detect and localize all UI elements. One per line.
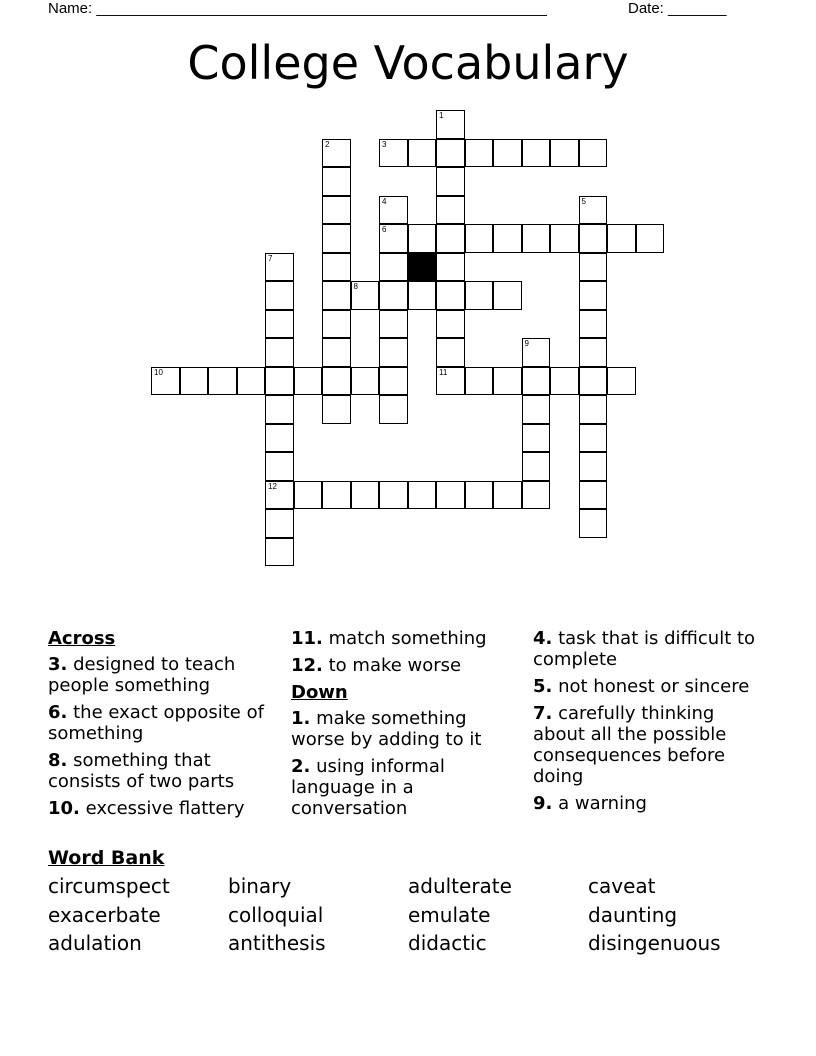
word-bank-item: circumspect <box>48 874 170 898</box>
grid-cell[interactable] <box>579 481 608 510</box>
grid-cell[interactable] <box>493 139 522 168</box>
grid-cell[interactable] <box>579 310 608 339</box>
grid-cell[interactable] <box>265 253 294 282</box>
grid-cell[interactable] <box>436 338 465 367</box>
grid-cell[interactable] <box>550 367 579 396</box>
grid-cell[interactable] <box>180 367 209 396</box>
shaded-grid-cell <box>408 253 437 282</box>
clues-column-2 <box>291 628 523 825</box>
word-bank-item: adulation <box>48 931 142 955</box>
grid-cell[interactable] <box>579 509 608 538</box>
grid-cell[interactable] <box>322 224 351 253</box>
grid-cell[interactable] <box>493 481 522 510</box>
grid-cell[interactable] <box>351 367 380 396</box>
grid-cell[interactable] <box>379 281 408 310</box>
clue-number-label: 6 <box>382 225 387 234</box>
grid-cell[interactable] <box>436 196 465 225</box>
grid-cell[interactable] <box>436 224 465 253</box>
grid-cell[interactable] <box>465 481 494 510</box>
grid-cell[interactable] <box>408 224 437 253</box>
grid-cell[interactable] <box>294 481 323 510</box>
grid-cell[interactable] <box>522 139 551 168</box>
grid-cell[interactable] <box>379 224 408 253</box>
grid-cell[interactable] <box>322 367 351 396</box>
grid-cell[interactable] <box>436 367 465 396</box>
grid-cell[interactable] <box>265 424 294 453</box>
grid-cell[interactable] <box>265 538 294 567</box>
grid-cell[interactable] <box>522 367 551 396</box>
word-bank-item: didactic <box>408 931 487 955</box>
clue-number-label: 1 <box>439 111 444 120</box>
word-bank-item: antithesis <box>228 931 326 955</box>
clue-down-5: 5. not honest or sincere <box>533 676 750 697</box>
grid-cell[interactable] <box>579 253 608 282</box>
grid-cell[interactable] <box>579 281 608 310</box>
down-heading: Down <box>291 682 348 703</box>
clue-across-11: 11. match something <box>291 628 487 649</box>
grid-cell[interactable] <box>379 253 408 282</box>
clue-across-8: 8. something that consists of two parts <box>48 750 235 792</box>
word-bank-item: emulate <box>408 902 491 927</box>
grid-cell[interactable] <box>265 367 294 396</box>
grid-cell[interactable] <box>579 452 608 481</box>
grid-cell[interactable] <box>579 424 608 453</box>
clue-across-12: 12. to make worse <box>291 655 462 676</box>
grid-cell[interactable] <box>579 196 608 225</box>
clues-column-3 <box>533 628 768 820</box>
grid-cell[interactable] <box>265 395 294 424</box>
grid-cell[interactable] <box>151 367 180 396</box>
grid-cell[interactable] <box>522 395 551 424</box>
grid-cell[interactable] <box>265 310 294 339</box>
word-bank-item: adulterate <box>408 874 512 898</box>
page-title: College Vocabulary <box>187 36 629 90</box>
grid-cell[interactable] <box>465 367 494 396</box>
clue-number-label: 10 <box>154 367 163 377</box>
clue-across-6: 6. the exact opposite of something <box>48 702 264 744</box>
grid-cell[interactable] <box>465 224 494 253</box>
name-field-label[interactable]: Name: ______________________________________________________ <box>48 0 547 17</box>
across-heading: Across <box>48 628 116 649</box>
grid-cell[interactable] <box>579 395 608 424</box>
grid-cell[interactable] <box>322 338 351 367</box>
grid-cell[interactable] <box>379 367 408 396</box>
grid-cell[interactable] <box>265 452 294 481</box>
grid-cell[interactable] <box>408 139 437 168</box>
clue-down-1: 1. make something worse by adding to it <box>291 708 482 750</box>
grid-cell[interactable] <box>322 139 351 168</box>
clue-number-label: 2 <box>325 139 330 149</box>
grid-cell[interactable] <box>322 481 351 510</box>
word-bank-item: colloquial <box>228 902 324 927</box>
grid-cell[interactable] <box>493 281 522 310</box>
grid-cell[interactable] <box>436 253 465 282</box>
date-field-label[interactable]: Date: _______ <box>628 0 727 17</box>
grid-cell[interactable] <box>522 481 551 510</box>
grid-cell[interactable] <box>322 253 351 282</box>
grid-cell[interactable] <box>522 224 551 253</box>
grid-cell[interactable] <box>265 338 294 367</box>
grid-cell[interactable] <box>436 110 465 139</box>
grid-cell[interactable] <box>322 167 351 196</box>
grid-cell[interactable] <box>265 481 294 510</box>
grid-cell[interactable] <box>379 481 408 510</box>
word-bank-item: binary <box>228 874 292 898</box>
clue-number-label: 11 <box>439 367 448 377</box>
grid-cell[interactable] <box>636 224 665 253</box>
grid-cell[interactable] <box>436 281 465 310</box>
grid-cell[interactable] <box>237 367 266 396</box>
grid-cell[interactable] <box>322 281 351 310</box>
grid-cell[interactable] <box>265 281 294 310</box>
grid-cell[interactable] <box>579 139 608 168</box>
grid-cell[interactable] <box>379 139 408 168</box>
grid-cell[interactable] <box>493 367 522 396</box>
grid-cell[interactable] <box>436 167 465 196</box>
clue-across-3: 3. designed to teach people something <box>48 654 236 696</box>
grid-cell[interactable] <box>322 196 351 225</box>
grid-cell[interactable] <box>408 481 437 510</box>
clue-number-label: 4 <box>382 196 387 206</box>
grid-cell[interactable] <box>436 139 465 168</box>
grid-cell[interactable] <box>522 424 551 453</box>
grid-cell[interactable] <box>579 224 608 253</box>
word-bank-heading: Word Bank <box>48 847 165 869</box>
clue-down-9: 9. a warning <box>533 793 647 814</box>
grid-cell[interactable] <box>351 281 380 310</box>
clue-number-label: 12 <box>268 481 277 491</box>
grid-cell[interactable] <box>465 139 494 168</box>
grid-cell[interactable] <box>522 452 551 481</box>
grid-cell[interactable] <box>208 367 237 396</box>
clue-number-label: 7 <box>268 253 273 263</box>
grid-cell[interactable] <box>379 196 408 225</box>
clue-number-label: 3 <box>382 139 387 149</box>
clue-number-label: 9 <box>524 339 529 348</box>
grid-cell[interactable] <box>522 338 551 367</box>
clue-down-2: 2. using informal language in a conversation <box>291 756 445 819</box>
grid-cell[interactable] <box>607 224 636 253</box>
grid-cell[interactable] <box>379 395 408 424</box>
grid-cell[interactable] <box>607 367 636 396</box>
grid-cell[interactable] <box>436 310 465 339</box>
grid-cell[interactable] <box>465 281 494 310</box>
clue-number-label: 5 <box>581 196 586 206</box>
clue-number-label: 8 <box>353 282 358 291</box>
grid-cell[interactable] <box>351 481 380 510</box>
clue-down-7: 7. carefully thinking about all the possible consequences before doing <box>533 703 727 787</box>
grid-cell[interactable] <box>493 224 522 253</box>
grid-cell[interactable] <box>579 338 608 367</box>
clue-down-4: 4. task that is difficult to complete <box>533 628 756 670</box>
grid-cell[interactable] <box>265 509 294 538</box>
grid-cell[interactable] <box>379 310 408 339</box>
grid-cell[interactable] <box>294 367 323 396</box>
grid-cell[interactable] <box>579 367 608 396</box>
clue-across-10: 10. excessive flattery <box>48 798 245 819</box>
grid-cell[interactable] <box>550 139 579 168</box>
grid-cell[interactable] <box>436 481 465 510</box>
word-bank-item: disingenuous <box>588 931 721 955</box>
word-bank-item: daunting <box>588 902 678 927</box>
clues-column-1 <box>48 628 283 825</box>
grid-cell[interactable] <box>322 310 351 339</box>
word-bank-item: caveat <box>588 874 656 898</box>
grid-cell[interactable] <box>550 224 579 253</box>
grid-cell[interactable] <box>408 281 437 310</box>
grid-cell[interactable] <box>322 395 351 424</box>
grid-cell[interactable] <box>379 338 408 367</box>
word-bank-item: exacerbate <box>48 902 161 927</box>
